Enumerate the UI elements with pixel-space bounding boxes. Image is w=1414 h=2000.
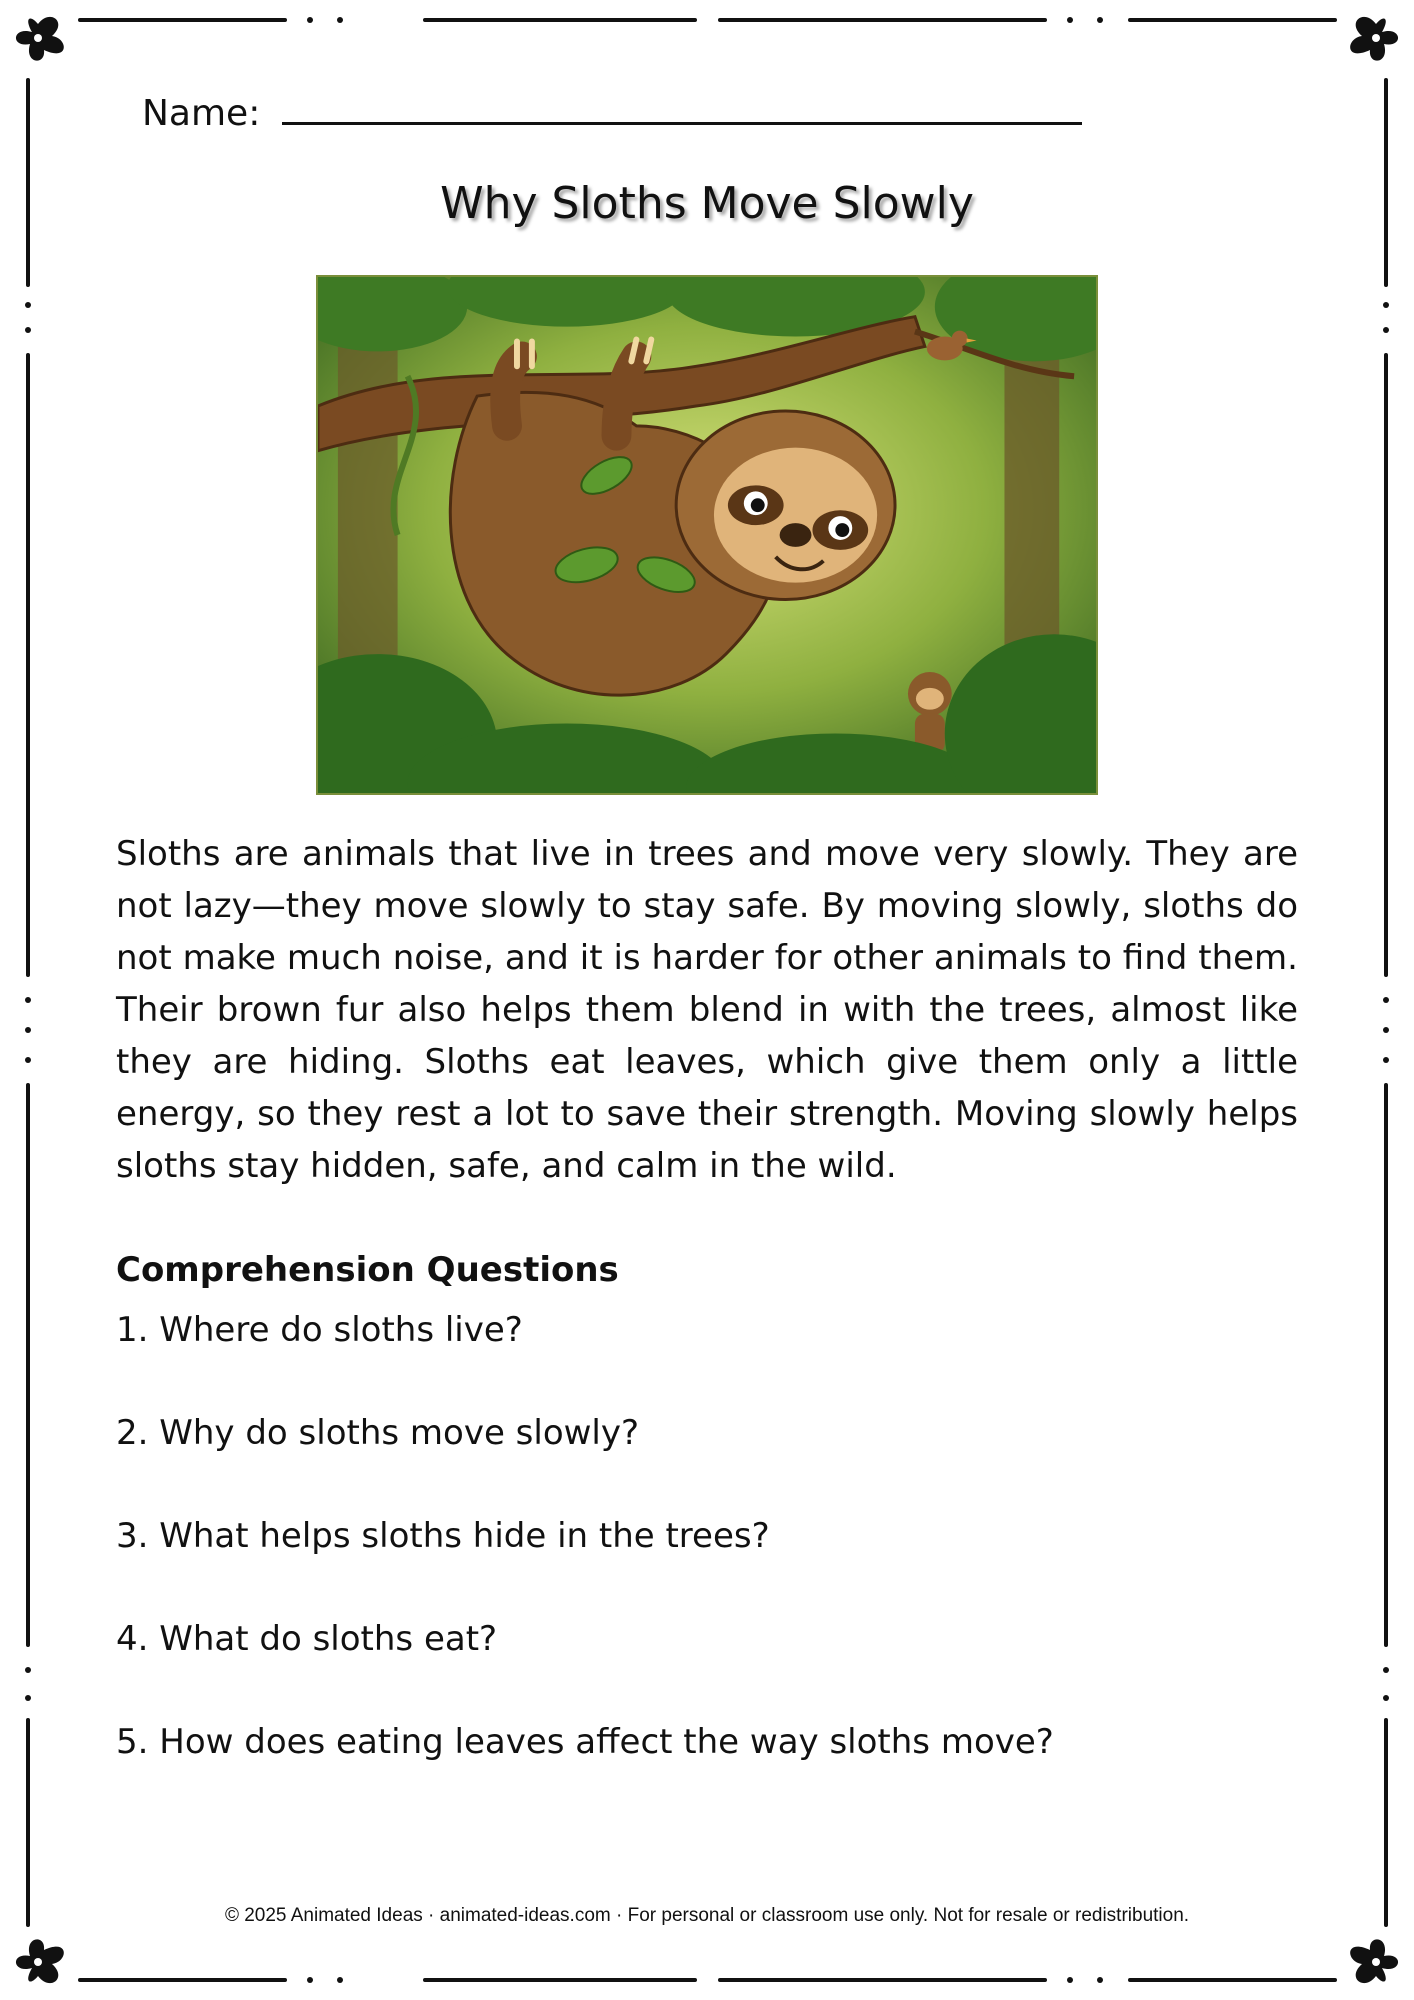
questions-heading: Comprehension Questions xyxy=(116,1250,619,1290)
sloth-illustration xyxy=(316,275,1098,795)
reading-passage: Sloths are animals that live in trees and move very slowly. They are not lazy—they move slowly to stay safe. By moving slowly, sloths do not make much noise, and it is harder for other animals to find them. Their brown fur also helps them blend in with the trees, almost like they are hiding. Sloths eat leaves, which give them only a little energy, so they rest a lot to save their strength. Moving slowly helps sloths stay hidden, safe, and calm in the wild. xyxy=(116,834,1298,1186)
question-1: 1. Where do sloths live? xyxy=(116,1310,523,1350)
name-blank-line[interactable] xyxy=(282,92,1082,125)
question-5: 5. How does eating leaves affect the way sloths move? xyxy=(116,1722,1054,1762)
copyright-footer: © 2025 Animated Ideas · animated-ideas.com · For personal or classroom use only. Not for resale or redistribution. xyxy=(224,1905,1190,1926)
question-4: 4. What do sloths eat? xyxy=(116,1619,498,1659)
page-title: Why Sloths Move Slowly xyxy=(440,178,974,229)
question-2: 2. Why do sloths move slowly? xyxy=(116,1413,640,1453)
name-field[interactable] xyxy=(142,92,1082,134)
name-label: Name: xyxy=(142,93,261,134)
question-3: 3. What helps sloths hide in the trees? xyxy=(116,1516,770,1556)
